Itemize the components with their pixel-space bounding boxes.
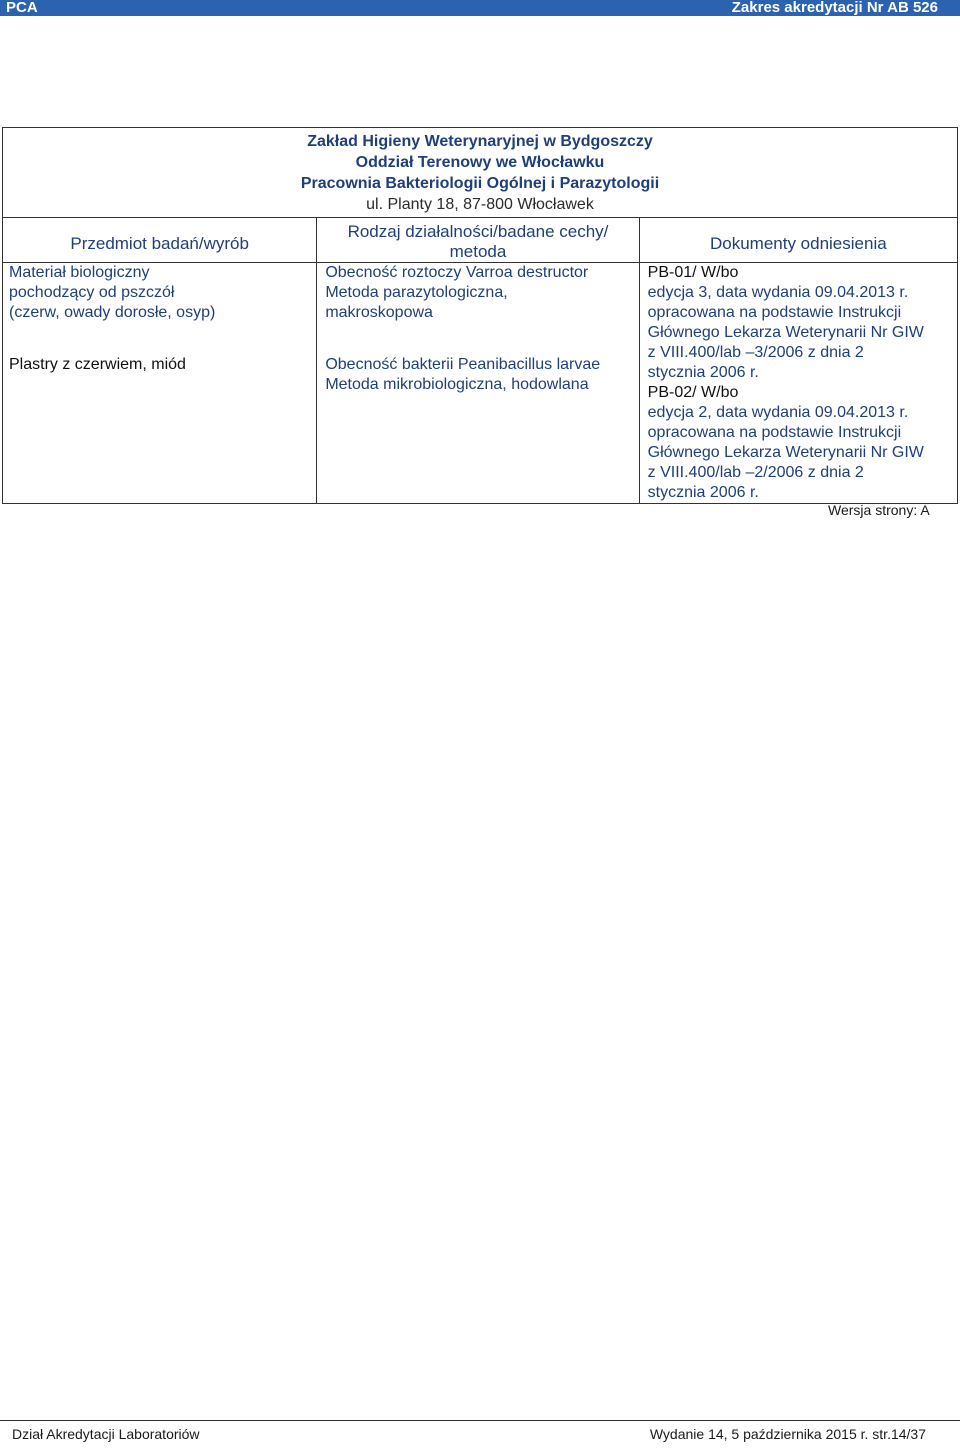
table-row bbox=[3, 263, 958, 504]
column-header-activity: Rodzaj działalności/badane cechy/ metoda bbox=[317, 218, 639, 263]
footer-department: Dział Akredytacji Laboratoriów bbox=[12, 1426, 200, 1442]
lab-branch: Oddział Terenowy we Włocławku bbox=[355, 154, 605, 171]
activity-cell: Obecność roztoczy Varroa destructor Metoda parazytologiczna, makroskopowa Obecność bakterii Peanibacillus larvae Metoda mikrobiologiczna, hodowlana bbox=[317, 263, 639, 504]
lab-name: Zakład Higieny Weterynaryjnej w Bydgoszczy bbox=[307, 133, 653, 150]
lab-title-cell bbox=[3, 128, 958, 218]
accreditation-table bbox=[2, 127, 958, 504]
subject-cell: Materiał biologiczny pochodzący od pszczół (czerw, owady dorosłe, osyp) Plastry z czerwiem, miód bbox=[3, 263, 317, 504]
footer-edition-page: Wydanie 14, 5 października 2015 r. str.14/37 bbox=[649, 1426, 926, 1442]
lab-address: ul. Planty 18, 87-800 Włocławek bbox=[366, 196, 594, 213]
column-header-subject: Przedmiot badań/wyrób bbox=[3, 218, 317, 263]
documents-cell: PB-01/ W/bo edycja 3, data wydania 09.04.2013 r. opracowana na podstawie Instrukcji Głównego Lekarza Weterynarii Nr GIW z VIII.400/lab –3/2006 z dnia 2 stycznia 2006 r. PB-02/ W/bo edycja 2, data wydania 09.04.2013 r. opracowana na podstawie Instrukcji Głównego Lekarza Weterynarii Nr GIW z VIII.400/lab –2/2006 z dnia 2 stycznia 2006 r. bbox=[639, 263, 957, 504]
column-header-documents: Dokumenty odniesienia bbox=[639, 218, 957, 263]
lab-unit: Pracownia Bakteriologii Ogólnej i Parazytologii bbox=[300, 175, 660, 192]
page-version: Wersja strony: A bbox=[828, 502, 930, 518]
header-org: PCA bbox=[6, 0, 38, 16]
footer bbox=[0, 1420, 960, 1448]
header-bar bbox=[0, 0, 960, 16]
header-accreditation-scope: Zakres akredytacji Nr AB 526 bbox=[731, 0, 938, 16]
